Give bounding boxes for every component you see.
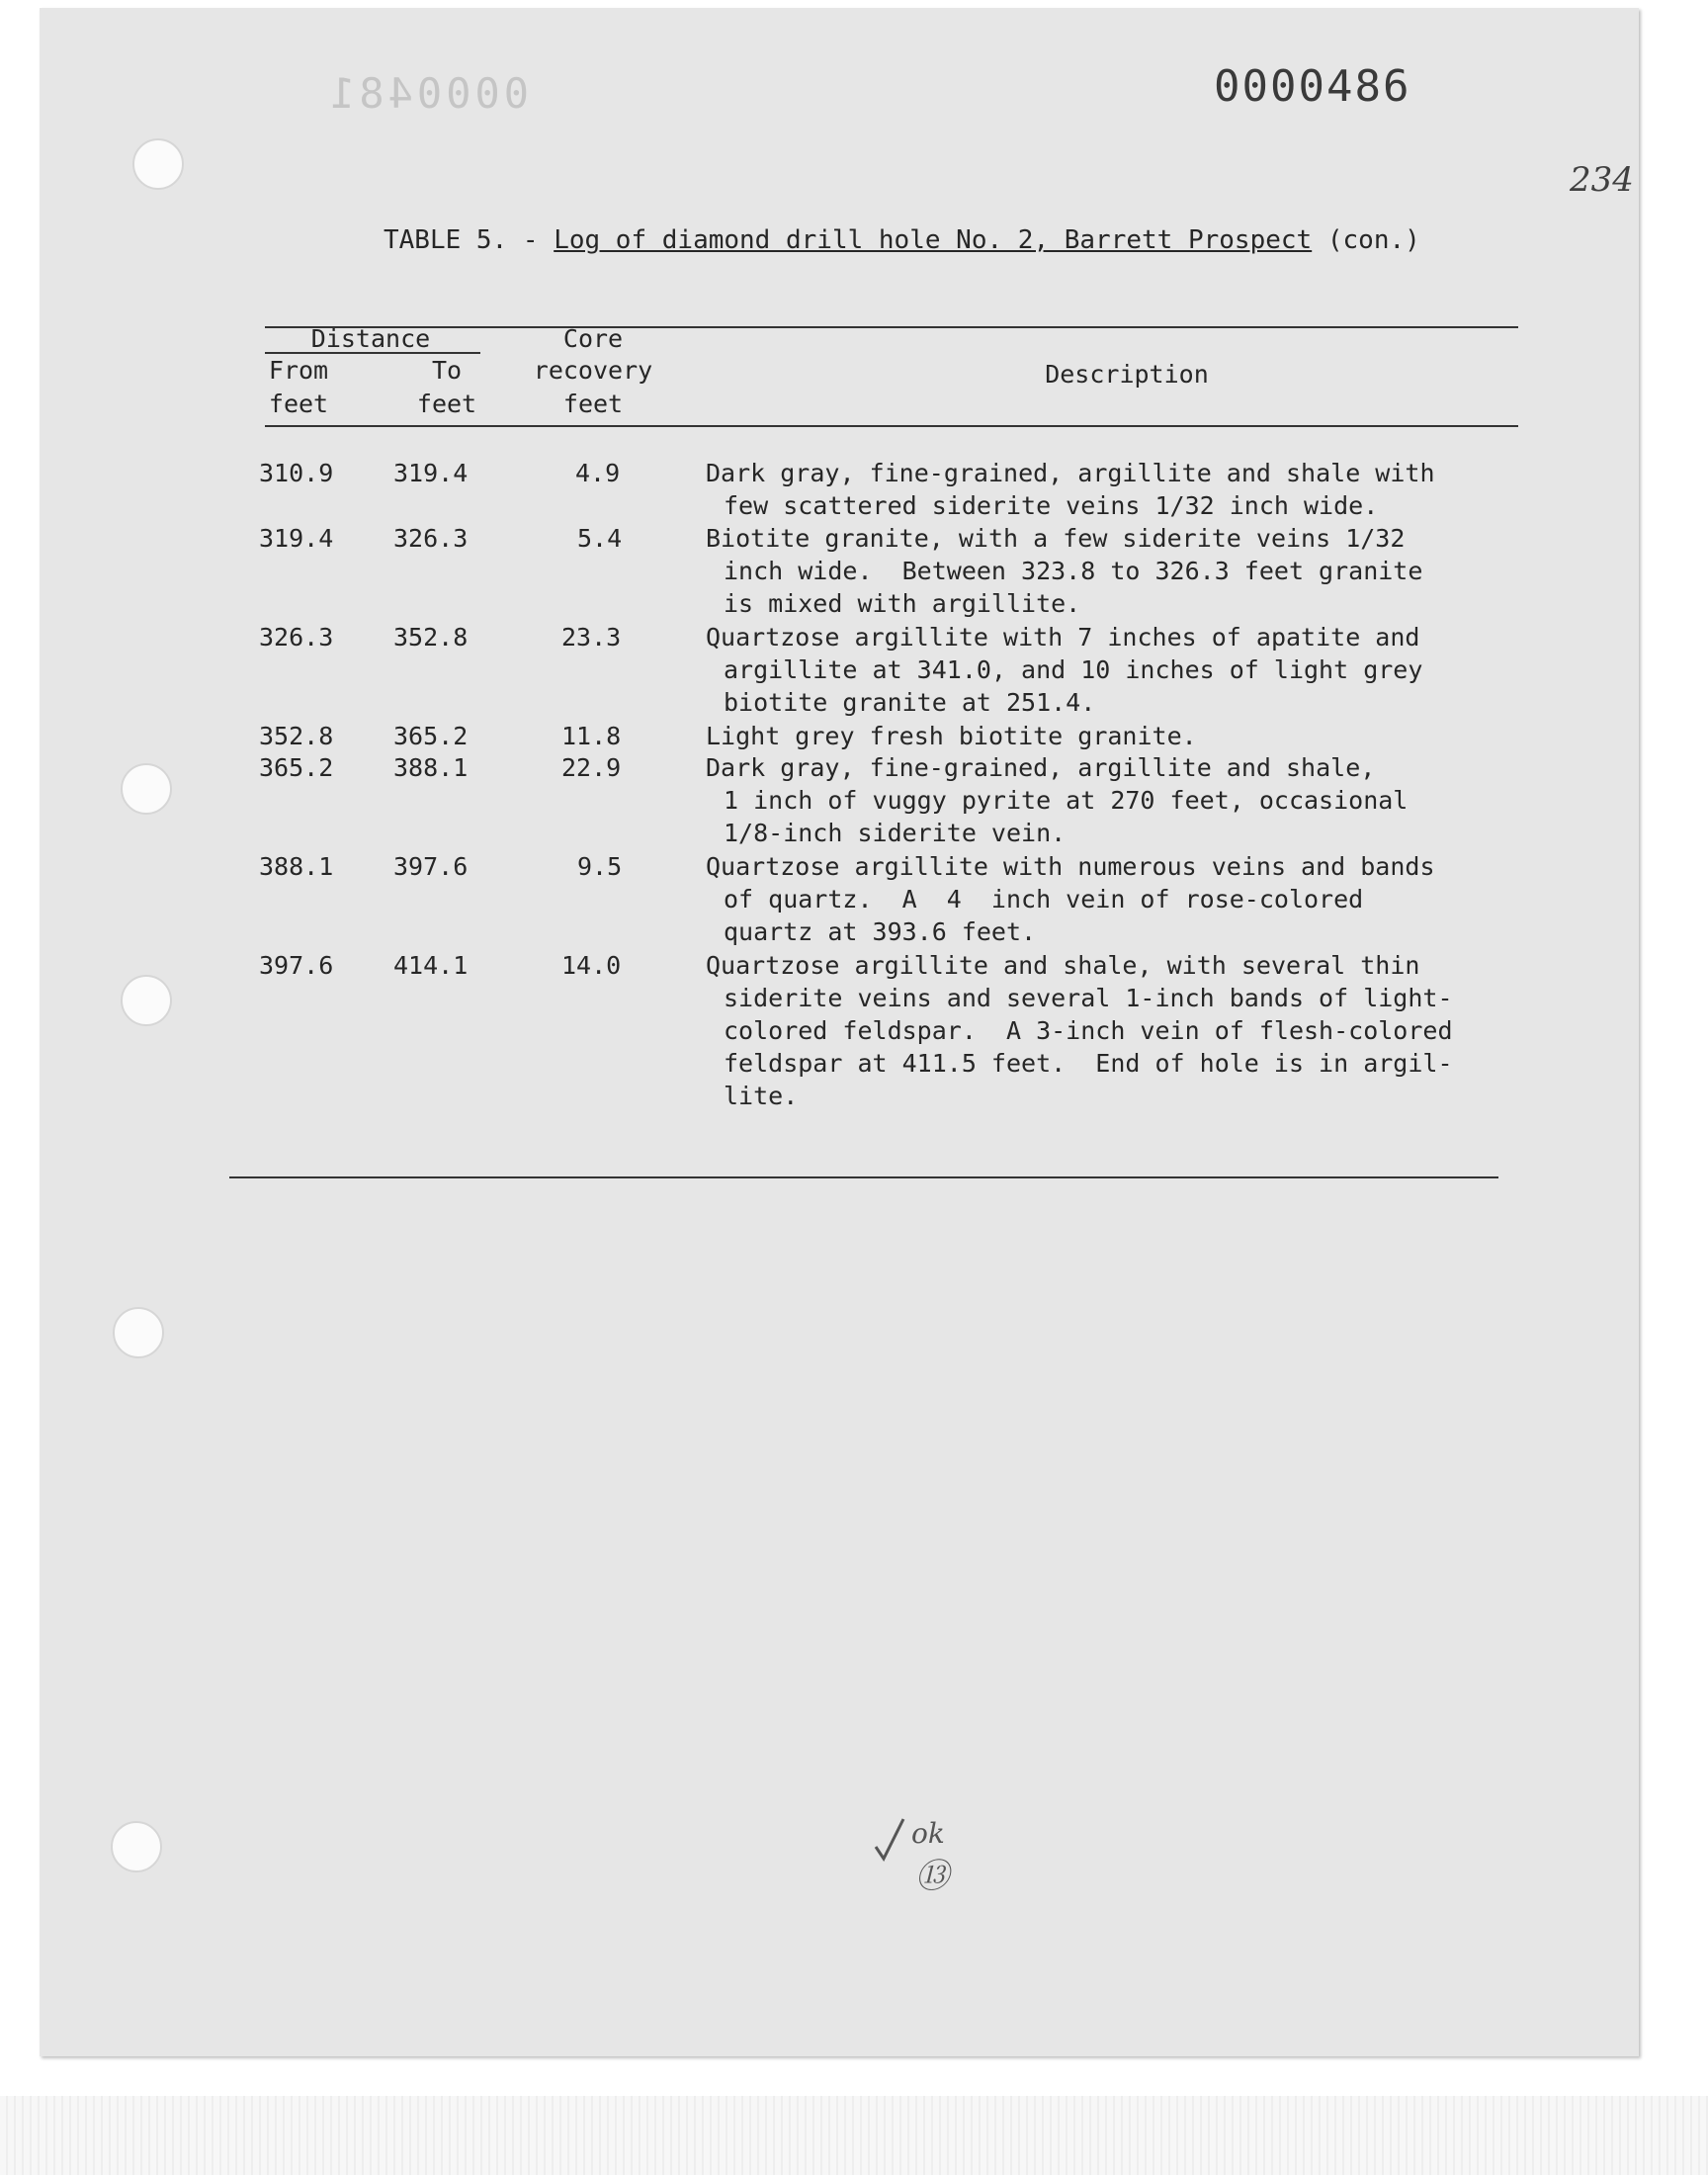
cell-to: 414.1 bbox=[393, 951, 469, 980]
header-from-unit: feet bbox=[268, 390, 329, 418]
cell-description-line: colored feldspar. A 3-inch vein of flesh-colored bbox=[724, 1016, 1453, 1045]
circled-number: ⑬ bbox=[915, 1857, 949, 1896]
binder-hole bbox=[113, 1307, 164, 1358]
cell-description-line: feldspar at 411.5 feet. End of hole is in argil- bbox=[724, 1049, 1453, 1078]
cell-core: 14.0 bbox=[561, 951, 622, 980]
scan-edge bbox=[0, 2096, 1708, 2175]
cell-to: 326.3 bbox=[393, 524, 469, 553]
header-core-2: recovery bbox=[533, 356, 653, 385]
cell-core: 11.8 bbox=[561, 722, 622, 750]
cell-from: 310.9 bbox=[259, 459, 334, 487]
header-to-unit: feet bbox=[416, 390, 477, 418]
cell-to: 397.6 bbox=[393, 852, 469, 881]
cell-description-line: 1/8-inch siderite vein. bbox=[724, 819, 1067, 847]
cell-description-line: quartz at 393.6 feet. bbox=[724, 917, 1037, 946]
cell-from: 326.3 bbox=[259, 623, 334, 652]
cell-to: 365.2 bbox=[393, 722, 469, 750]
cell-from: 388.1 bbox=[259, 852, 334, 881]
cell-from: 352.8 bbox=[259, 722, 334, 750]
binder-hole bbox=[111, 1821, 162, 1872]
binder-hole bbox=[121, 763, 172, 815]
title-main: Log of diamond drill hole No. 2, Barrett Prospect bbox=[554, 225, 1313, 255]
cell-description-line: siderite veins and several 1-inch bands of light- bbox=[724, 984, 1453, 1012]
title-suffix: (con.) bbox=[1312, 225, 1420, 255]
cell-description-line: lite. bbox=[724, 1082, 799, 1110]
cell-from: 365.2 bbox=[259, 753, 334, 782]
header-core-3: feet bbox=[562, 390, 624, 418]
cell-from: 397.6 bbox=[259, 951, 334, 980]
header-bottom-rule bbox=[265, 425, 1518, 427]
handwritten-ok-text: ok bbox=[911, 1817, 945, 1850]
document-number: 0000486 bbox=[1214, 61, 1411, 112]
cell-core: 22.9 bbox=[561, 753, 622, 782]
cell-description-line: Quartzose argillite with numerous veins and bands bbox=[706, 852, 1435, 881]
cell-core: 5.4 bbox=[577, 524, 623, 553]
cell-to: 319.4 bbox=[393, 459, 469, 487]
cell-description-line: Quartzose argillite with 7 inches of apatite and bbox=[706, 623, 1420, 652]
header-to: To bbox=[431, 356, 463, 385]
table-bottom-rule bbox=[229, 1176, 1498, 1178]
cell-description-line: of quartz. A 4 inch vein of rose-colored bbox=[724, 885, 1364, 914]
cell-description-line: is mixed with argillite. bbox=[724, 589, 1081, 618]
cell-core: 4.9 bbox=[575, 459, 621, 487]
header-from: From bbox=[268, 356, 329, 385]
cell-from: 319.4 bbox=[259, 524, 334, 553]
cell-description-line: biotite granite at 251.4. bbox=[724, 688, 1096, 717]
cell-to: 352.8 bbox=[393, 623, 469, 652]
bleed-through-number: 0000481 bbox=[326, 69, 530, 118]
cell-description-line: few scattered siderite veins 1/32 inch wide. bbox=[724, 491, 1379, 520]
header-description: Description bbox=[1045, 360, 1209, 389]
cell-description-line: Dark gray, fine-grained, argillite and shale, bbox=[706, 753, 1376, 782]
title-prefix: TABLE 5. - bbox=[384, 225, 555, 255]
binder-hole bbox=[121, 975, 172, 1026]
header-distance: Distance bbox=[310, 324, 431, 353]
cell-description-line: Light grey fresh biotite granite. bbox=[706, 722, 1197, 750]
cell-description-line: Biotite granite, with a few siderite veins 1/32 bbox=[706, 524, 1406, 553]
header-core-1: Core bbox=[562, 324, 624, 353]
cell-core: 9.5 bbox=[577, 852, 623, 881]
cell-to: 388.1 bbox=[393, 753, 469, 782]
page-number: 234 bbox=[1570, 160, 1634, 200]
table-title bbox=[384, 225, 1420, 255]
cell-description-line: argillite at 341.0, and 10 inches of light grey bbox=[724, 655, 1423, 684]
cell-core: 23.3 bbox=[561, 623, 622, 652]
cell-description-line: Quartzose argillite and shale, with several thin bbox=[706, 951, 1420, 980]
binder-hole bbox=[132, 138, 184, 190]
cell-description-line: Dark gray, fine-grained, argillite and shale with bbox=[706, 459, 1435, 487]
cell-description-line: 1 inch of vuggy pyrite at 270 feet, occasional bbox=[724, 786, 1409, 815]
cell-description-line: inch wide. Between 323.8 to 326.3 feet granite bbox=[724, 557, 1423, 585]
